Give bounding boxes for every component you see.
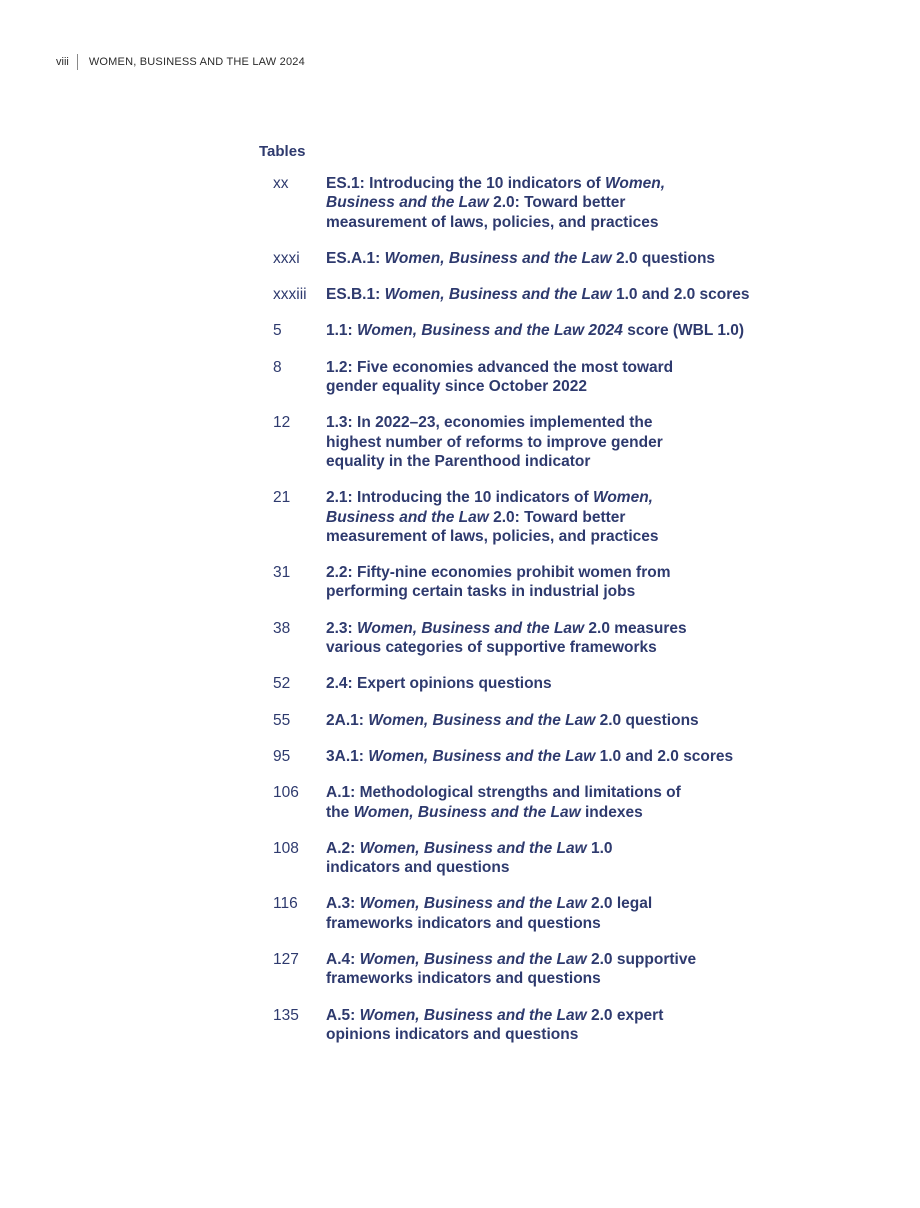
toc-page-number: 38 [273,619,291,637]
title-segment: 2.0 supportive [586,951,697,969]
toc-entry[interactable] [273,285,833,304]
italic-title-segment: Business and the Law [326,194,489,212]
title-segment: measurement of laws, policies, and practices [326,213,659,231]
title-segment: 2.0 questions [595,711,699,729]
running-header [56,54,305,70]
toc-entry[interactable] [273,249,833,268]
title-segment: ES.1: Introducing the 10 indicators of [326,175,606,192]
toc-page-number: 135 [273,1006,299,1024]
italic-title-segment: Women, Business and the Law [359,1006,587,1024]
toc-entry-title [326,747,833,766]
toc-entry[interactable] [273,619,833,658]
title-segment: 3A.1: [326,747,369,765]
toc-entry-title [326,783,833,822]
italic-title-segment: Women, Business and the Law [357,619,585,637]
toc-entry[interactable] [273,563,833,602]
toc-page-number: 127 [273,951,299,969]
toc-page-number: 116 [273,895,298,913]
toc-entry-title [326,321,833,340]
title-segment: opinions indicators and questions [326,1025,579,1043]
title-segment: A.3: [326,895,360,913]
italic-title-segment: Women, Business and the Law [359,895,587,913]
toc-page-number: 55 [273,711,291,729]
toc-entry-title [326,488,833,546]
toc-entry[interactable] [273,674,833,693]
header-divider [77,54,78,70]
toc-entry[interactable] [273,358,833,397]
italic-title-segment: Business and the Law [326,508,489,526]
toc-entry[interactable] [273,950,833,989]
toc-entry-title [326,711,833,730]
title-segment: 1.0 [586,839,613,857]
toc-entry-title [326,358,833,397]
title-segment: frameworks indicators and questions [326,914,601,932]
italic-title-segment: Women, Business and the Law [359,839,587,857]
title-segment: 1.0 and 2.0 scores [611,286,750,304]
title-segment: A.2: [326,839,360,857]
title-segment: various categories of supportive frameworks [326,639,657,657]
toc-entry-title [326,619,833,658]
title-segment: 2.0 expert [586,1006,664,1024]
tables-list [273,174,833,1061]
title-segment: indicators and questions [326,859,510,877]
toc-page-number: 8 [273,358,282,376]
italic-title-segment: Women, [592,489,653,507]
italic-title-segment: Women, Business and the Law [359,951,587,969]
toc-entry[interactable] [273,174,833,232]
title-segment: 2.0: Toward better [488,194,626,212]
toc-entry-title [326,285,833,304]
title-segment: 2.0 legal [586,895,653,913]
italic-title-segment: Women, Business and the Law [384,249,612,267]
title-segment: 1.3: In 2022–23, economies implemented the [326,414,653,432]
toc-page-number: 108 [273,839,299,857]
title-segment: 2.0 questions [611,249,716,267]
toc-entry[interactable] [273,711,833,730]
title-segment: ES.A.1: [326,249,385,267]
title-segment: 2.3: [326,619,358,637]
italic-title-segment: Women, Business and the Law [353,803,581,821]
toc-page-number: xx [273,175,289,192]
title-segment: the [326,803,354,821]
title-segment: 1.0 and 2.0 scores [595,747,734,765]
toc-entry-title [326,413,833,471]
title-segment: 2.1: Introducing the 10 indicators of [326,489,593,507]
title-segment: indexes [580,803,643,821]
toc-page-number: xxxiii [273,286,307,304]
section-title: Tables [259,143,306,160]
title-segment: 2.4: Expert opinions questions [326,675,552,693]
toc-page-number: xxxi [273,249,300,267]
toc-entry-title [326,839,833,878]
toc-entry[interactable] [273,413,833,471]
italic-title-segment: Women, Business and the Law [368,747,596,765]
toc-page-number: 5 [273,322,282,340]
italic-title-segment: Women, Business and the Law [368,711,596,729]
toc-entry-title [326,249,833,268]
title-segment: frameworks indicators and questions [326,970,601,988]
title-segment: ES.B.1: [326,286,385,304]
toc-entry[interactable] [273,321,833,340]
toc-entry-title [326,174,833,232]
book-title: WOMEN, BUSINESS AND THE LAW 2024 [88,56,305,68]
toc-page-number: 21 [273,489,291,507]
title-segment: 2.0: Toward better [488,508,626,526]
toc-entry[interactable] [273,783,833,822]
title-segment: A.5: [326,1006,360,1024]
toc-page-number: 12 [273,414,291,432]
toc-page-number: 31 [273,564,291,582]
title-segment: 2.0 measures [584,619,687,637]
title-segment: performing certain tasks in industrial jobs [326,583,636,601]
title-segment: 2.2: Fifty-nine economies prohibit women from [326,564,671,582]
toc-page-number: 95 [273,747,291,765]
italic-title-segment: Women, Business and the Law [384,286,612,304]
title-segment: gender equality since October 2022 [326,378,588,396]
italic-title-segment: Women, [605,175,666,192]
title-segment: A.4: [326,951,360,969]
toc-entry[interactable] [273,894,833,933]
toc-entry-title [326,950,833,989]
title-segment: 1.2: Five economies advanced the most toward [326,358,674,376]
title-segment: highest number of reforms to improve gender [326,433,663,451]
title-segment: 2A.1: [326,711,369,729]
page-folio: viii [56,56,69,68]
toc-entry[interactable] [273,839,833,878]
title-segment: 1.1: [326,322,358,340]
toc-entry[interactable] [273,488,833,546]
toc-entry[interactable] [273,747,833,766]
toc-page-number: 52 [273,675,291,693]
toc-entry[interactable] [273,1006,833,1045]
toc-entry-title [326,674,833,693]
toc-page-number: 106 [273,784,299,802]
italic-title-segment: Women, Business and the Law 2024 [357,322,623,340]
title-segment: equality in the Parenthood indicator [326,452,591,470]
toc-entry-title [326,1006,833,1045]
title-segment: A.1: Methodological strengths and limitations of [326,784,681,802]
toc-entry-title [326,563,833,602]
title-segment: score (WBL 1.0) [622,322,745,340]
toc-entry-title [326,894,833,933]
title-segment: measurement of laws, policies, and practices [326,527,659,545]
